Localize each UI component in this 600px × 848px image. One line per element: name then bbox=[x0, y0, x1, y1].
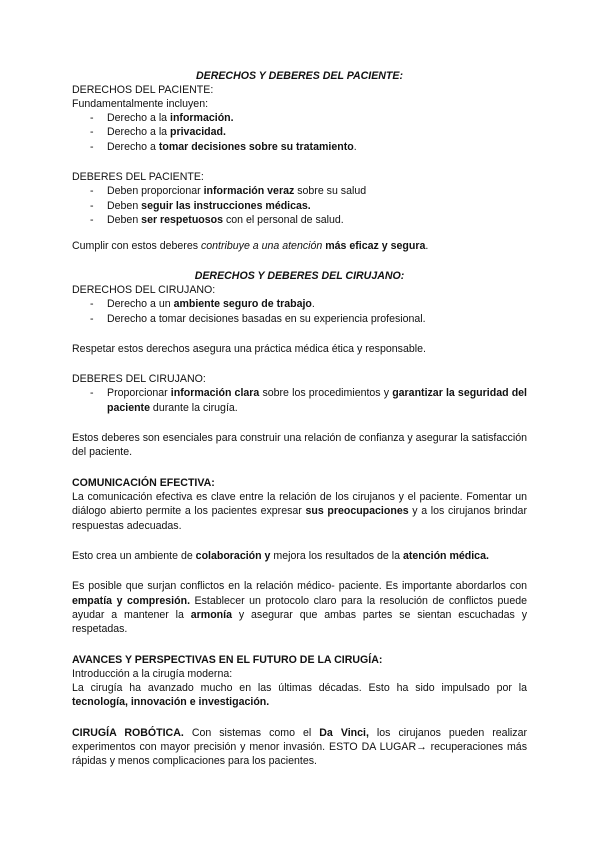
list-item: - Derecho a la privacidad. bbox=[72, 125, 527, 139]
future-paragraph-1: La cirugía ha avanzado mucho en las últimas décadas. Esto ha sido impulsado por la tecnología, innovación e investigación. bbox=[72, 681, 527, 709]
patient-duties-closing: Cumplir con estos deberes contribuye a una atención más eficaz y segura. bbox=[72, 240, 429, 253]
list-item: - Derecho a un ambiente seguro de trabajo. bbox=[72, 297, 527, 311]
future-intro: Introducción a la cirugía moderna: bbox=[72, 667, 233, 680]
communication-paragraph-3: Es posible que surjan conflictos en la relación médico- paciente. Es importante abordarlos con empatía y compresión. Establecer un protocolo claro para la resolución de conflictos puede ayudar a mantener la armonía y asegurar que ambas partes se sientan escuchadas y respetadas. bbox=[72, 580, 527, 636]
patient-duties-list bbox=[72, 184, 527, 227]
document-content bbox=[72, 69, 527, 769]
list-item: - Proporcionar información clara sobre los procedimientos y garantizar la seguridad del paciente durante la cirugía. bbox=[72, 386, 527, 415]
future-paragraph-2: CIRUGÍA ROBÓTICA. Con sistemas como el Da Vinci, los cirujanos pueden realizar experimentos con mayor precisión y menor invasión. ESTO DA LUGAR→ recuperaciones más rápidas y menos complicaciones para los pacientes. bbox=[72, 726, 527, 768]
surgeon-duties-heading: DEBERES DEL CIRUJANO: bbox=[72, 373, 206, 386]
surgeon-duties-closing: Estos deberes son esenciales para construir una relación de confianza y asegurar la satisfacción del paciente. bbox=[72, 432, 527, 459]
list-item: - Deben seguir las instrucciones médicas. bbox=[72, 199, 527, 213]
list-item: - Deben proporcionar información veraz sobre su salud bbox=[72, 184, 527, 198]
list-item: - Derecho a tomar decisiones basadas en su experiencia profesional. bbox=[72, 312, 527, 326]
surgeon-rights-closing: Respetar estos derechos asegura una práctica médica ética y responsable. bbox=[72, 343, 426, 356]
patient-duties-heading: DEBERES DEL PACIENTE: bbox=[72, 171, 204, 184]
section-title-patient: DERECHOS Y DEBERES DEL PACIENTE: bbox=[195, 70, 403, 82]
list-item: - Derecho a tomar decisiones sobre su tratamiento. bbox=[72, 140, 527, 154]
surgeon-rights-heading: DERECHOS DEL CIRUJANO: bbox=[72, 284, 216, 297]
list-item: - Deben ser respetuosos con el personal de salud. bbox=[72, 213, 527, 227]
future-heading: AVANCES Y PERSPECTIVAS EN EL FUTURO DE LA CIRUGÍA: bbox=[72, 653, 383, 666]
patient-rights-list bbox=[72, 111, 527, 154]
communication-paragraph-2: Esto crea un ambiente de colaboración y mejora los resultados de la atención médica. bbox=[72, 550, 489, 563]
list-item: - Derecho a la información. bbox=[72, 111, 527, 125]
surgeon-duties-list bbox=[72, 386, 527, 415]
patient-rights-intro: Fundamentalmente incluyen: bbox=[72, 98, 209, 110]
patient-rights-heading: DERECHOS DEL PACIENTE: bbox=[72, 84, 214, 96]
section-title-surgeon: DERECHOS Y DEBERES DEL CIRUJANO: bbox=[194, 270, 405, 283]
communication-paragraph-1: La comunicación efectiva es clave entre la relación de los cirujanos y el paciente. Fomentar un diálogo abierto permite a los pacientes expresar sus preocupaciones y a los cirujanos brindar respuestas adecuadas. bbox=[72, 490, 527, 532]
communication-heading: COMUNICACIÓN EFECTIVA: bbox=[72, 476, 215, 489]
surgeon-rights-list bbox=[72, 297, 527, 326]
